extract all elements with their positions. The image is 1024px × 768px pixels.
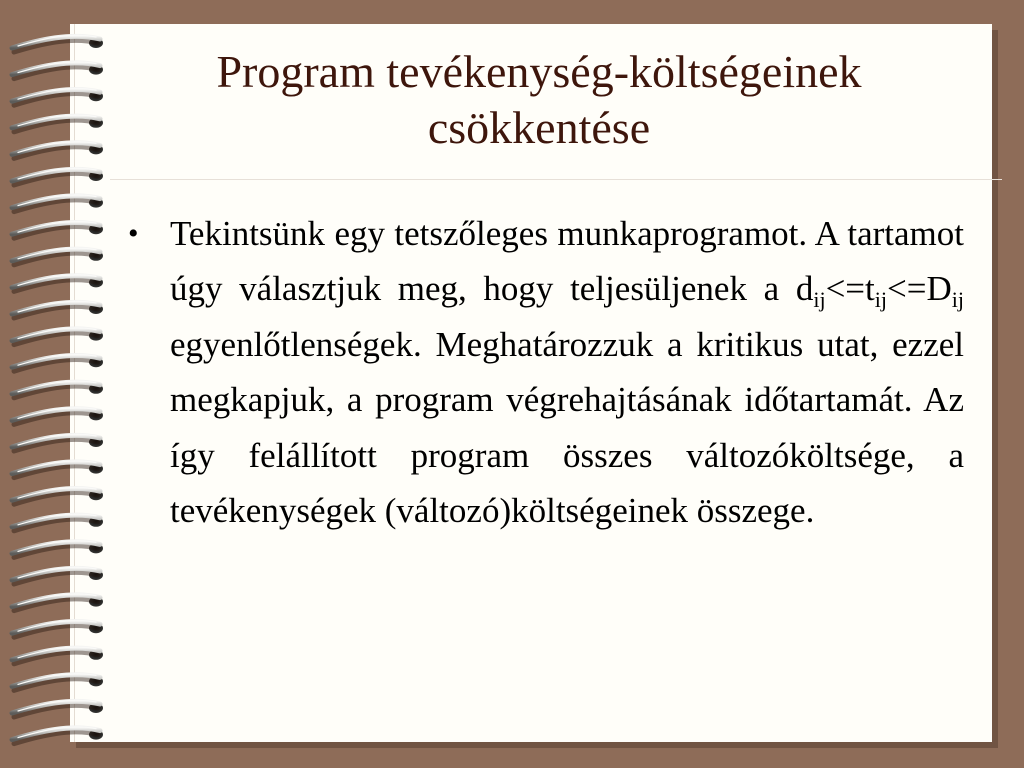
text-run: <=t [825, 269, 875, 309]
spiral-loop [12, 567, 103, 584]
spiral-loop [12, 328, 103, 345]
text-run: Tekintsünk egy tetszőleges munkaprogramot. A tartamot úgy választjuk meg, hogy teljesüljenek a d [170, 214, 964, 309]
spiral-loop [12, 248, 103, 265]
bullet-list [118, 206, 964, 538]
spiral-loop [12, 62, 103, 79]
spiral-loop [12, 195, 103, 212]
text-run: <=D [887, 269, 952, 309]
spiral-loop [12, 168, 103, 185]
spiral-loop [12, 700, 103, 717]
spiral-loop [12, 541, 103, 558]
spiral-loop [12, 727, 103, 744]
bullet-dot-icon: • [128, 217, 139, 250]
spiral-loop [12, 355, 103, 372]
bullet-item [118, 206, 964, 538]
spiral-loop [12, 408, 103, 425]
spiral-loop [12, 222, 103, 239]
spiral-loop [12, 35, 103, 52]
spiral-loop [12, 674, 103, 691]
text-run: egyenlőtlenségek. Meghatározzuk a kritikus utat, ezzel megkapjuk, a program végrehajtásának időtartamát. Az így felállított program összes változóköltsége, a tevékenységek (változó)költségeinek összege. [170, 324, 964, 531]
spiral-loop [12, 514, 103, 531]
spiral-loop [12, 647, 103, 664]
subscript-ij: ij [951, 287, 964, 313]
spiral-loop [12, 381, 103, 398]
subscript-ij: ij [874, 287, 887, 313]
spiral-loop [12, 488, 103, 505]
spiral-loop [12, 621, 103, 638]
spiral-loop [12, 301, 103, 318]
spiral-loop [12, 461, 103, 478]
slide-title: Program tevékenység-költségeinek csökkentése [216, 46, 862, 153]
spiral-loop [12, 89, 103, 106]
subscript-ij: ij [813, 287, 826, 313]
title-divider [110, 179, 1002, 180]
bullet-text [170, 206, 964, 538]
spiral-loop [12, 115, 103, 132]
spiral-loop [12, 434, 103, 451]
spiral-loop [12, 275, 103, 292]
spiral-loop [12, 594, 103, 611]
spiral-loop [12, 142, 103, 159]
